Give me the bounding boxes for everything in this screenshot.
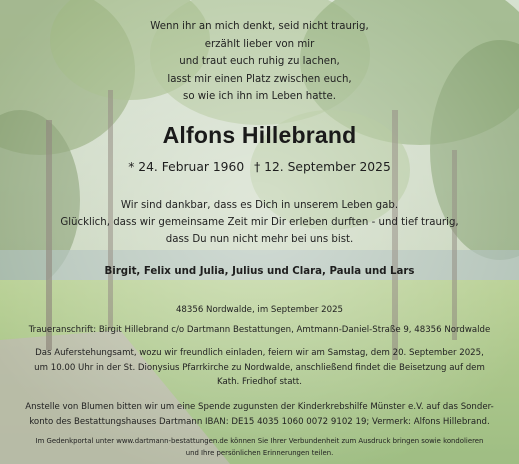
life-dates [0, 160, 519, 174]
place-date: 48356 Nordwalde, im September 2025 [175, 305, 344, 315]
birth-date: * 24. Februar 1960 [128, 160, 245, 174]
poem-line: und traut euch ruhig zu lachen, [179, 56, 340, 67]
deceased-name: Alfons Hillebrand [162, 122, 357, 148]
donation-line: Anstelle von Blumen bitten wir um eine Spende zugunsten der Kinderkrebshilfe Münster e.V. auf das Sonder- [25, 402, 494, 412]
family-names: Birgit, Felix und Julia, Julius und Clara, Paula und Lars [104, 266, 415, 277]
poem-line: so wie ich ihn im Leben hatte. [183, 91, 336, 102]
memorial-portal-line: Im Gedenkportal unter www.dartmann-bestattungen.de können Sie Ihrer Verbundenheit zum Ausdruck bringen sowie kondolieren [35, 437, 484, 445]
poem-line: lasst mir einen Platz zwischen euch, [167, 73, 352, 85]
poem-line: erzählt lieber von mir [204, 38, 315, 50]
memorial-portal-line: und Ihre persönlichen Erinnerungen teilen. [185, 448, 334, 457]
service-line: Das Auferstehungsamt, wozu wir freundlich einladen, feiern wir am Samstag, dem 20. September 2025, [35, 348, 484, 358]
mourning-address: Traueranschrift: Birgit Hillebrand c/o Dartmann Bestattungen, Amtmann-Daniel-Straße 9, 48356 Nordwalde [28, 325, 491, 335]
gratitude-line: Wir sind dankbar, dass es Dich in unserem Leben gab. [120, 200, 399, 211]
service-line: um 10.00 Uhr in der St. Dionysius Pfarrkirche zu Nordwalde, anschließend findet die Beisetzung auf dem [34, 362, 485, 373]
gratitude-line: Glücklich, dass wir gemeinsame Zeit mir Dir erleben durften - und tief traurig, [60, 217, 459, 228]
service-line: Kath. Friedhof statt. [216, 377, 303, 387]
donation-line: konto des Bestattungshauses Dartmann IBAN: DE15 4035 1060 0072 9102 19; Vermerk: Alfons Hillebrand. [29, 416, 490, 427]
gratitude-line: dass Du nun nicht mehr bei uns bist. [165, 234, 354, 245]
poem-line: Wenn ihr an mich denkt, seid nicht traurig, [150, 21, 369, 32]
death-date: † 12. September 2025 [254, 160, 391, 174]
